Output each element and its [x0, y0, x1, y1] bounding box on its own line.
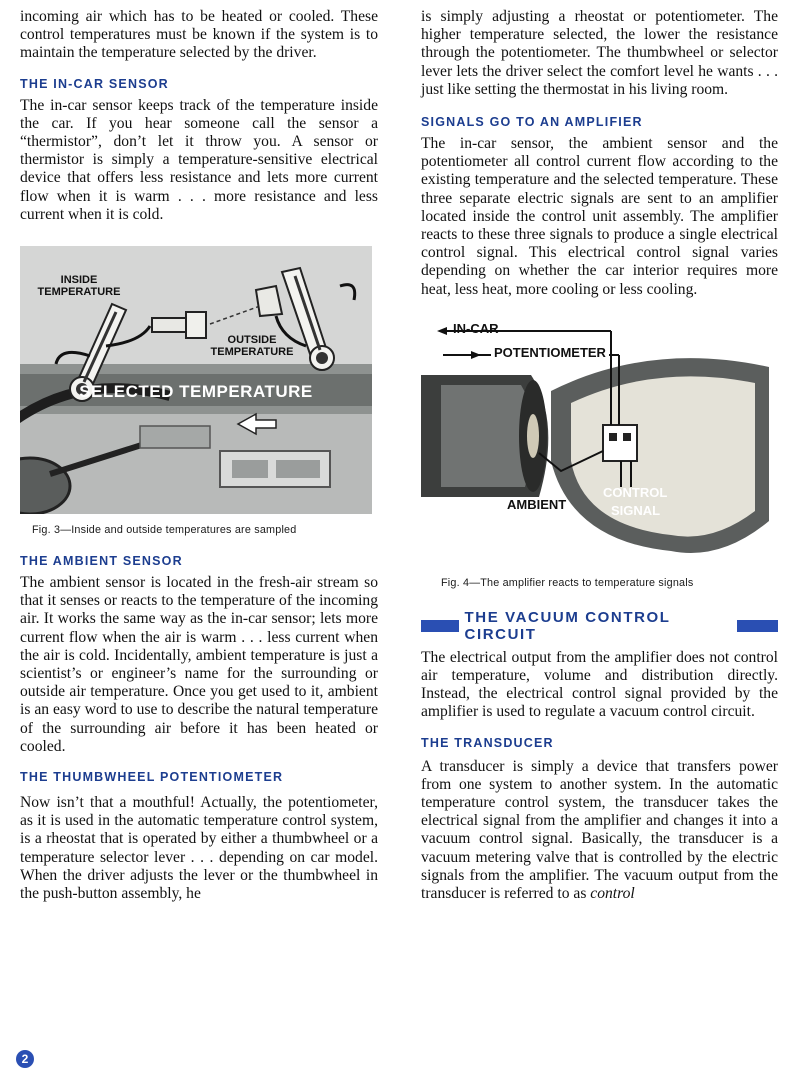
paragraph-transducer-emphasis: control [590, 885, 635, 903]
heading-signals-amplifier: SIGNALS GO TO AN AMPLIFIER [421, 115, 643, 130]
section-heading-vacuum-control [421, 609, 778, 643]
figure-4-caption: Fig. 4—The amplifier reacts to temperature signals [441, 576, 694, 589]
figure-3-illustration [20, 246, 372, 514]
heading-bar-left [421, 620, 459, 632]
label-ambient: AMBIENT [507, 496, 567, 512]
label-selected-temperature: SELECTED TEMPERATURE [79, 382, 313, 402]
heading-thumbwheel-potentiometer: THE THUMBWHEEL POTENTIOMETER [20, 770, 284, 785]
paragraph-transducer-text: A transducer is simply a device that transfers power from one system to another system. In the automatic temperature control system, the transducer takes the electrical signal from the amplifier and changes it into a vacuum control signal. Basically, the transducer is a vacuum metering valve that is controlled by the electric signals from the amplifier. The vacuum output from the transducer is referred to as [421, 757, 778, 903]
label-potentiometer: POTENTIOMETER [491, 345, 609, 361]
heading-in-car-sensor: THE IN-CAR SENSOR [20, 76, 169, 91]
heading-transducer: THE TRANSDUCER [421, 735, 554, 750]
paragraph-vacuum-control: The electrical output from the amplifier does not control air temperature, volume and distribution directly. Instead, the electrical control signal provided by the amplifier is used to regulate a vacuum control circuit. [421, 648, 778, 721]
paragraph-thumbwheel-potentiometer: Now isn’t that a mouthful! Actually, the potentiometer, as it is used in the automatic temperature control system, is a rheostat that is operated by either a thumbwheel or a temperature selector lever . . . depending on car model. When the driver adjusts the lever or the thumbwheel in the push-button assembly, he [20, 794, 378, 903]
paragraph-signals-amplifier: The in-car sensor, the ambient sensor and the potentiometer all control current flow according to the existing temperature and the selected temperature. These three separate electric signals are sent to an amplifier located inside the control unit assembly. The amplifier reacts to these three signals to produce a single electrical control signal. This electrical control signal varies depending on whether the car interior requires more heat, less heat, more cooling or less cooling. [421, 135, 778, 298]
heading-ambient-sensor: THE AMBIENT SENSOR [20, 554, 183, 569]
heading-bar-right [737, 620, 778, 632]
paragraph-ambient-sensor: The ambient sensor is located in the fresh-air stream so that it senses or reacts to the temperature of the incoming air. It works the same way as the in-car sensor; lets more current flow when the air is warm . . . less current when the air is cold. Incidentally, ambient temperature is just a scientist’s or engineer’s name for the surrounding or outside air temperature. Once you get used to it, ambient is an easy word to use to describe the natural temperature of the surrounding air before it has been heated or cooled. [20, 574, 378, 755]
paragraph-in-car-sensor: The in-car sensor keeps track of the temperature inside the car. If you hear someone call the sensor a “thermistor”, don’t let it throw you. A sensor or thermistor is simply a temperature-sensitive electrical device that offers less resistance and lets more current flow when it is warm . . . more resistance and less current when it is cold. [20, 96, 378, 223]
figure-4-illustration [421, 321, 778, 569]
left-column [20, 8, 378, 903]
label-signal: SIGNAL [611, 502, 661, 518]
figure-3-caption: Fig. 3—Inside and outside temperatures are sampled [32, 524, 297, 537]
label-inside-temperature: INSIDE TEMPERATURE [37, 274, 121, 299]
label-control: CONTROL [603, 484, 668, 500]
label-outside-temperature: OUTSIDE TEMPERATURE [210, 334, 294, 359]
right-column [421, 8, 778, 903]
paragraph-intro: incoming air which has to be heated or cooled. These control temperatures must be known if the system is to maintain the temperature selected by the driver. [20, 8, 378, 62]
paragraph-transducer [421, 758, 778, 904]
label-in-car: IN-CAR [453, 320, 499, 336]
page-number: 2 [16, 1050, 34, 1068]
paragraph-potentiometer-continued: is simply adjusting a rheostat or potentiometer. The higher temperature selected, the lower the resistance through the potentiometer. The thumbwheel or selector lever lets the driver select the comfort level he wants . . . just like setting the thermostat in his living room. [421, 8, 778, 98]
heading-vacuum-control-circuit: THE VACUUM CONTROL CIRCUIT [464, 608, 671, 643]
